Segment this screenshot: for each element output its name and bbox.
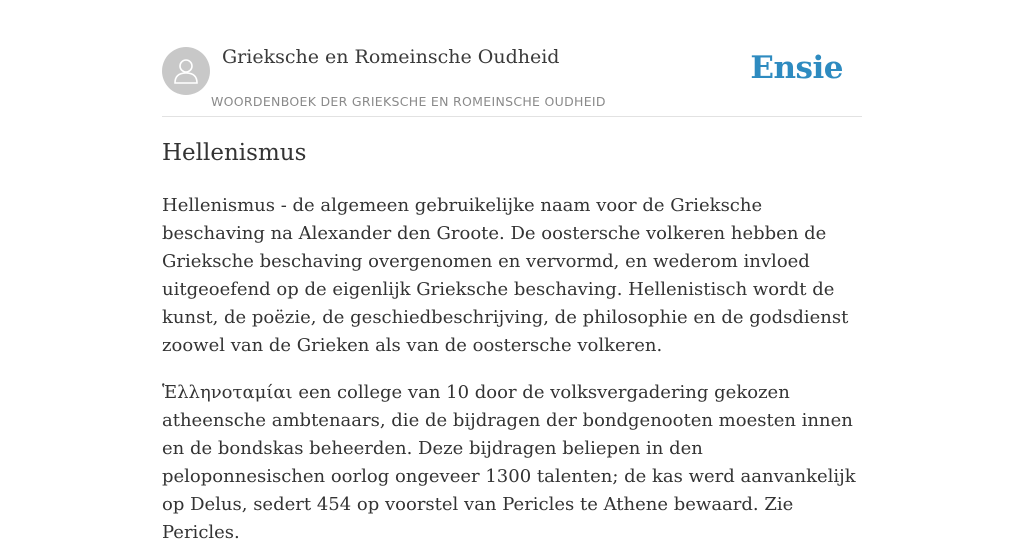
source-name[interactable]: Grieksche en Romeinsche Oudheid bbox=[222, 46, 560, 68]
user-silhouette-icon bbox=[171, 56, 201, 86]
source-avatar[interactable] bbox=[162, 47, 210, 95]
entry-paragraph: Hellenismus - de algemeen gebruikelijke naam voor de Grieksche beschaving na Alexander den Groote. De oostersche volkeren hebben de Grieksche beschaving overgenomen en vervormd, en wederom invloed uitgeoefend op de eigenlijk Grieksche beschaving. Hellenistisch wordt de kunst, de poëzie, de geschiedbeschrijving, de philosophie en de godsdienst zoowel van de Grieken als van de oostersche volkeren. bbox=[162, 195, 849, 356]
page-content bbox=[162, 0, 862, 543]
entry-title: Hellenismus bbox=[162, 140, 307, 166]
source-subtitle: WOORDENBOEK DER GRIEKSCHE EN ROMEINSCHE OUDHEID bbox=[211, 94, 606, 109]
source-header bbox=[162, 0, 862, 117]
brand-logo[interactable]: Ensie bbox=[750, 50, 843, 86]
entry-paragraph: Ἑλληνοταμίαι een college van 10 door de volksvergadering gekozen atheensche ambtenaars, die de bijdragen der bondgenooten moesten innen en de bondskas beheerden. Deze bijdragen beliepen in den peloponnesischen oorlog ongeveer 1300 talenten; de kas werd aanvankelijk op Delus, sedert 454 op voorstel van Pericles te Athene bewaard. Zie Pericles. bbox=[162, 382, 856, 543]
